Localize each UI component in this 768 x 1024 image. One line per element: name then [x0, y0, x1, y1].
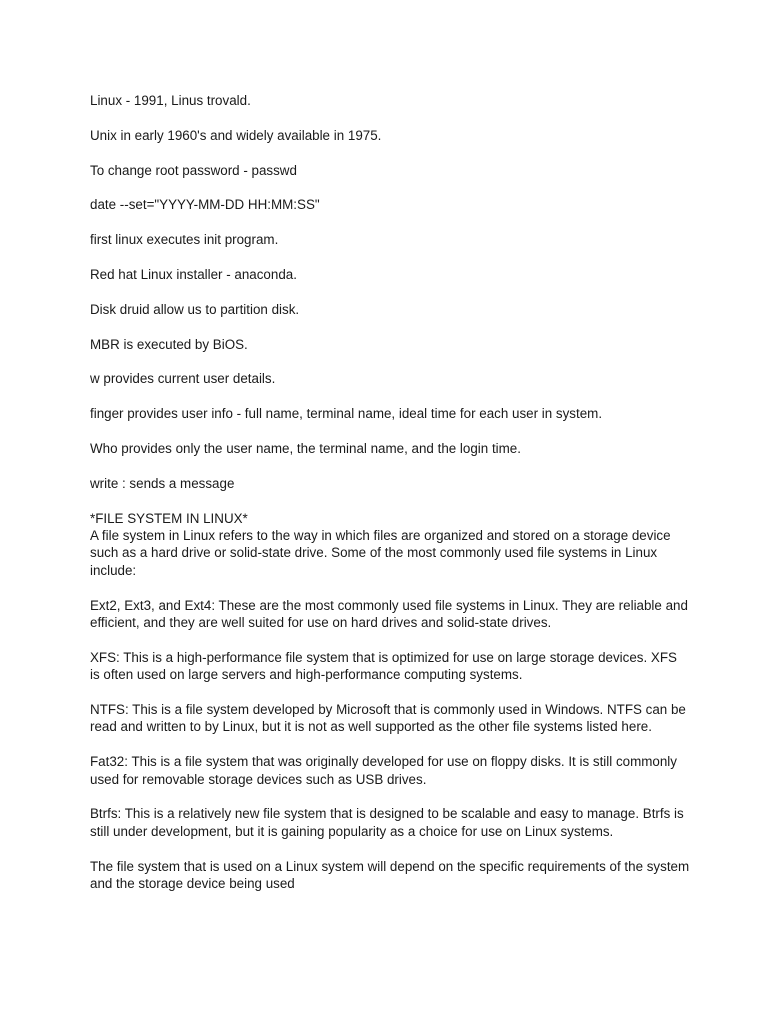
document-body — [90, 92, 690, 892]
file-system-fat32: Fat32: This is a file system that was originally developed for use on floppy disks. It is still commonly used for removable storage devices such as USB drives. — [90, 754, 677, 787]
file-system-ntfs: NTFS: This is a file system developed by Microsoft that is commonly used in Windows. NTFS can be read and written to by Linux, but it is not as well supported as the other file systems listed here. — [90, 701, 686, 735]
section-heading-file-system: *FILE SYSTEM IN LINUX* — [90, 510, 248, 526]
note-disk-druid: Disk druid allow us to partition disk. — [90, 301, 300, 317]
note-finger-command: finger provides user info - full name, terminal name, ideal time for each user in system. — [90, 406, 603, 422]
file-system-ext: Ext2, Ext3, and Ext4: These are the most commonly used file systems in Linux. They are reliable and efficient, and they are well suited for use on hard drives and solid-state drives. — [90, 597, 688, 630]
note-w-command: w provides current user details. — [90, 371, 276, 387]
note-anaconda-installer: Red hat Linux installer - anaconda. — [90, 266, 297, 282]
note-date-set: date --set="YYYY-MM-DD HH:MM:SS" — [90, 197, 320, 213]
note-unix-history: Unix in early 1960's and widely available in 1975. — [90, 127, 382, 143]
file-system-btrfs: Btrfs: This is a relatively new file system that is designed to be scalable and easy to manage. Btrfs is still under development, but it is gaining popularity as a choice for use on Linux systems. — [90, 806, 684, 839]
note-change-root-password: To change root password - passwd — [90, 162, 297, 178]
file-system-intro: A file system in Linux refers to the way in which files are organized and stored on a storage device such as a hard drive or solid-state drive. Some of the most commonly used file systems in Linux include: — [90, 527, 671, 578]
note-linux-origin: Linux - 1991, Linus trovald. — [90, 93, 251, 108]
note-who-command: Who provides only the user name, the terminal name, and the login time. — [90, 440, 521, 456]
note-init-program: first linux executes init program. — [90, 232, 279, 248]
file-system-conclusion: The file system that is used on a Linux system will depend on the specific requirements of the system and the storage device being used — [90, 858, 690, 891]
file-system-xfs: XFS: This is a high-performance file system that is optimized for use on large storage devices. XFS is often used on large servers and high-performance computing systems. — [90, 649, 677, 683]
note-write-command: write : sends a message — [90, 475, 235, 491]
note-mbr-bios: MBR is executed by BiOS. — [90, 336, 248, 352]
